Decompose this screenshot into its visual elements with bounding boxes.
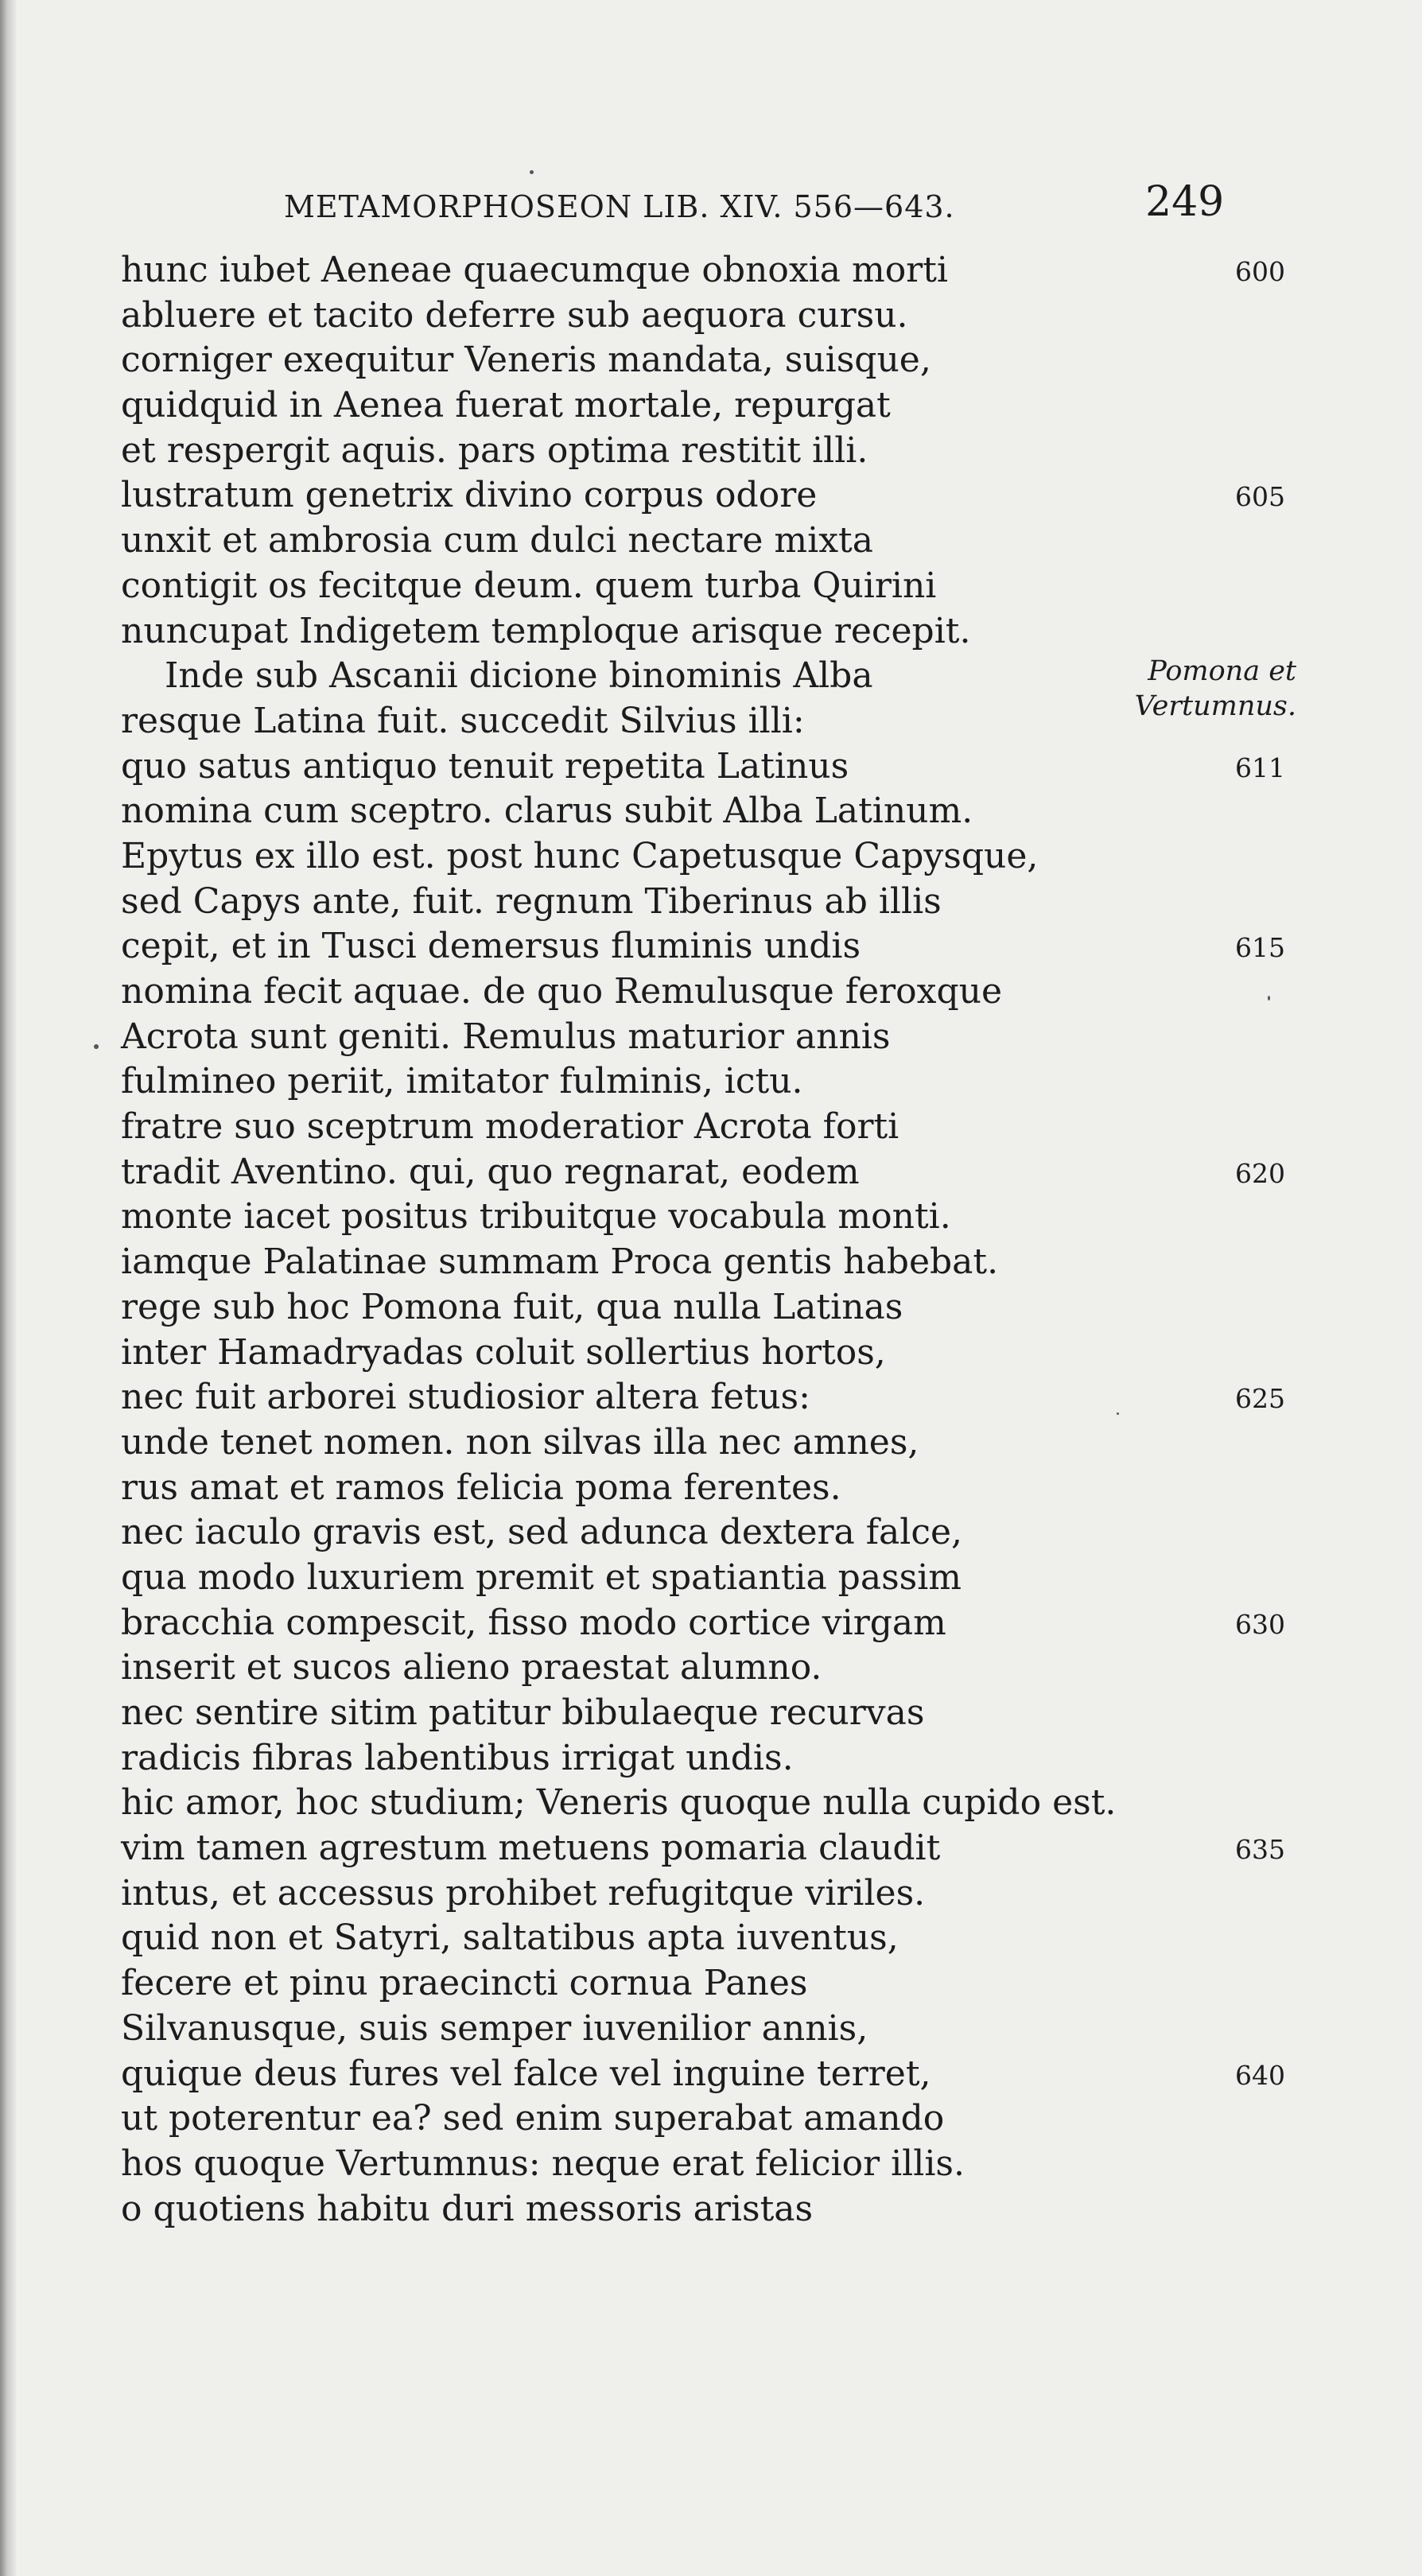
verse-line [121, 1601, 1285, 1646]
verse-line [121, 1645, 1116, 1691]
line-number: 605 [1235, 481, 1285, 513]
verse-line [121, 1285, 1116, 1331]
verse-line [121, 1691, 1116, 1736]
verse-line-text: lustratum genetrix divino corpus odore [121, 475, 818, 516]
verse-line [121, 1781, 1116, 1826]
verse-line-text: ut poterentur ea? sed enim superabat amando [121, 2098, 945, 2139]
page-header [0, 178, 1422, 234]
verse-line-text: rus amat et ramos felicia poma ferentes. [121, 1467, 841, 1508]
verse-line [121, 699, 1116, 744]
verse-line-text: quidquid in Aenea fuerat mortale, repurgat [121, 385, 891, 426]
verse-line [121, 1826, 1285, 1871]
verse-line [121, 1556, 1116, 1601]
verse-line-text: quid non et Satyri, saltatibus apta iuventus, [121, 1917, 899, 1959]
page-number: 249 [1145, 178, 1225, 226]
verse-line-text: qua modo luxuriem premit et spatiantia passim [121, 1556, 962, 1598]
verse-line-text: nec fuit arborei studiosior altera fetus: [121, 1377, 810, 1418]
verse-line-text: unde tenet nomen. non silvas illa nec amnes, [121, 1421, 919, 1463]
verse-line [121, 2142, 1116, 2187]
verse-line-text: Inde sub Ascanii dicione binominis Alba [165, 655, 873, 697]
print-speck [1117, 1412, 1119, 1415]
verse-line [121, 429, 1116, 474]
verse-line [121, 880, 1116, 925]
verse-line-text: iamque Palatinae summam Proca gentis habebat. [121, 1241, 999, 1283]
verse-line-text: o quotiens habitu duri messoris aristas [121, 2188, 814, 2229]
verse-line [121, 1195, 1116, 1240]
verse-line-text: et respergit aquis. pars optima restitit illi. [121, 429, 868, 471]
verse-line-text: bracchia compescit, fisso modo cortice virgam [121, 1602, 946, 1643]
line-number: 635 [1235, 1834, 1285, 1866]
verse-line-text: quo satus antiquo tenuit repetita Latinus [121, 745, 849, 787]
verse-line-text: quique deus fures vel falce vel inguine terret, [121, 2053, 931, 2094]
marginal-note-line: Pomona et [1148, 655, 1296, 687]
verse-line-text: inter Hamadryadas coluit sollertius hortos, [121, 1331, 886, 1373]
verse-line-text: nuncupat Indigetem temploque arisque recepit. [121, 610, 971, 651]
verse-line [121, 1961, 1116, 2007]
verse-line-text: corniger exequitur Veneris mandata, suisque, [121, 340, 931, 381]
verse-line-text: nec iaculo gravis est, sed adunca dextera falce, [121, 1512, 962, 1553]
verse-line [121, 2052, 1285, 2097]
verse-line-text: intus, et accessus prohibet refugitque viriles. [121, 1872, 926, 1914]
verse-line [121, 1015, 1116, 1060]
verse-line [121, 248, 1285, 293]
verse-line [121, 519, 1116, 564]
verse-line-text: Acrota sunt geniti. Remulus maturior annis [121, 1016, 891, 1057]
verse-line [121, 1105, 1116, 1150]
verse-line [121, 1150, 1285, 1195]
line-number: 620 [1235, 1157, 1285, 1189]
verse-line [121, 834, 1116, 880]
verse-line-text: resque Latina fuit. succedit Silvius illi: [121, 700, 805, 741]
verse-line [121, 1059, 1116, 1105]
line-number: 640 [1235, 2059, 1285, 2091]
verse-line-text: fulmineo periit, imitator fulminis, ictu. [121, 1061, 803, 1102]
verse-line-text: rege sub hoc Pomona fuit, qua nulla Latinas [121, 1286, 903, 1327]
marginal-note-line: Vertumnus. [1134, 690, 1296, 722]
print-speck [530, 170, 534, 174]
verse-line-text: hos quoque Vertumnus: neque erat felicior illis. [121, 2143, 965, 2184]
verse-line [121, 293, 1116, 339]
verse-line [121, 2187, 1116, 2232]
verse-line [121, 1240, 1116, 1285]
verse-line [121, 1736, 1116, 1781]
line-number: 600 [1235, 256, 1285, 287]
verse-line [121, 2096, 1116, 2142]
verse-line-text: Silvanusque, suis semper iuvenilior annis, [121, 2007, 868, 2049]
verse-line-text: fratre suo sceptrum moderatior Acrota forti [121, 1106, 899, 1148]
line-number: 615 [1235, 932, 1285, 964]
verse-line-text: sed Capys ante, fuit. regnum Tiberinus ab illis [121, 880, 942, 922]
verse-line [121, 744, 1285, 790]
verse-line-text: unxit et ambrosia cum dulci nectare mixta [121, 520, 873, 561]
verse-line [121, 1466, 1116, 1511]
verse-line-text: cepit, et in Tusci demersus fluminis undis [121, 926, 861, 967]
verse-line [121, 2007, 1116, 2052]
verse-line [121, 924, 1285, 969]
verse-line [121, 789, 1116, 834]
page-edge-shadow [0, 0, 17, 2576]
marginal-note [1105, 654, 1296, 724]
verse-line [121, 564, 1116, 609]
verse-line [121, 473, 1285, 519]
print-speck [1268, 996, 1270, 1000]
verse-line [121, 1510, 1116, 1556]
verse-line-text: abluere et tacito deferre sub aequora cursu. [121, 294, 908, 336]
verse-line [121, 1375, 1285, 1420]
running-title: METAMORPHOSEON LIB. XIV. 556—643. [284, 189, 955, 224]
verse-line-text: hunc iubet Aeneae quaecumque obnoxia morti [121, 250, 948, 290]
print-speck [94, 1044, 99, 1049]
verse-line-text: vim tamen agrestum metuens pomaria claudit [121, 1828, 941, 1869]
verse-line-text: nomina fecit aquae. de quo Remulusque feroxque [121, 971, 1002, 1012]
verse-line [121, 609, 1116, 655]
line-number: 630 [1235, 1608, 1285, 1640]
verse-line-text: contigit os fecitque deum. quem turba Quirini [121, 565, 937, 606]
verse-line [121, 338, 1116, 383]
verse-line-text: radicis fibras labentibus irrigat undis. [121, 1737, 794, 1778]
line-number: 611 [1235, 752, 1285, 783]
verse-line-text: nec sentire sitim patitur bibulaeque recurvas [121, 1692, 925, 1733]
verse-line-text: tradit Aventino. qui, quo regnarat, eodem [121, 1151, 860, 1192]
verse-line-text: nomina cum sceptro. clarus subit Alba Latinum. [121, 791, 973, 832]
verse-line-text: hic amor, hoc studium; Veneris quoque nulla cupido est. [121, 1782, 1117, 1824]
verse-line [121, 383, 1116, 429]
verse-line [121, 1420, 1116, 1466]
line-number: 625 [1235, 1383, 1285, 1415]
verse-line-text: inserit et sucos alieno praestat alumno. [121, 1647, 822, 1688]
verse-line [121, 1871, 1116, 1917]
verse-line [121, 1331, 1116, 1376]
verse-line-text: fecere et pinu praecincti cornua Panes [121, 1963, 808, 2004]
verse-line [121, 1916, 1116, 1961]
verse-line-text: monte iacet positus tribuitque vocabula monti. [121, 1196, 951, 1237]
verse-line [121, 654, 1116, 699]
verse-line-text: Epytus ex illo est. post hunc Capetusque Capysque, [121, 835, 1039, 876]
verse-line [121, 969, 1116, 1015]
